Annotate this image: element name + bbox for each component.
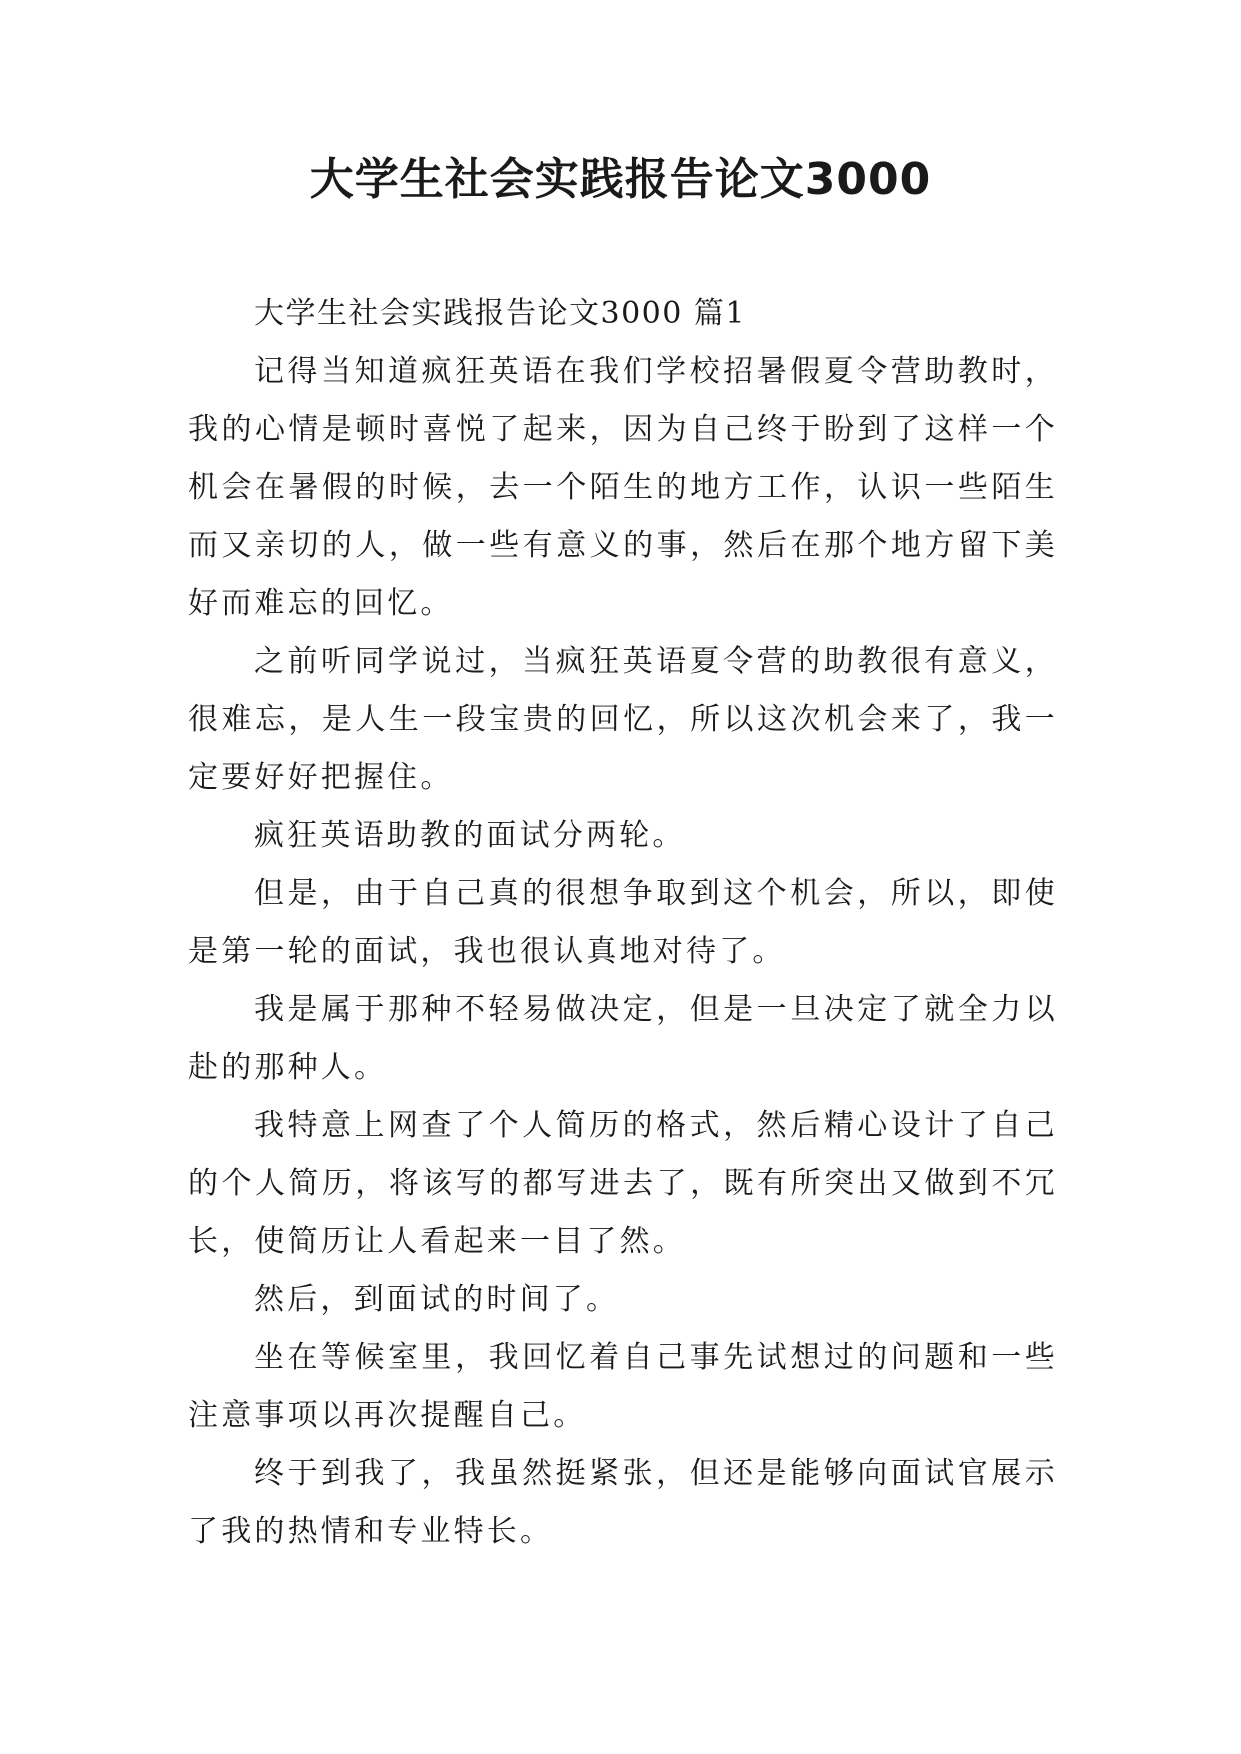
paragraph: 终于到我了，我虽然挺紧张，但还是能够向面试官展示了我的热情和专业特长。 (188, 1456, 1058, 1549)
document-body (188, 285, 1058, 1561)
paragraph: 然后，到面试的时间了。 (254, 1282, 620, 1317)
paragraph: 疯狂英语助教的面试分两轮。 (254, 818, 686, 853)
paragraph: 之前听同学说过，当疯狂英语夏令营的助教很有意义，很难忘，是人生一段宝贵的回忆，所以这次机会来了，我一定要好好把握住。 (188, 644, 1058, 795)
section-heading: 大学生社会实践报告论文3000 篇1 (254, 296, 746, 331)
document-title: 大学生社会实践报告论文3000 (309, 154, 932, 205)
paragraph: 但是，由于自己真的很想争取到这个机会，所以，即使是第一轮的面试，我也很认真地对待了。 (188, 876, 1058, 969)
paragraph: 我特意上网查了个人简历的格式，然后精心设计了自己的个人简历，将该写的都写进去了，既有所突出又做到不冗长，使简历让人看起来一目了然。 (188, 1108, 1058, 1259)
paragraph: 记得当知道疯狂英语在我们学校招暑假夏令营助教时，我的心情是顿时喜悦了起来，因为自己终于盼到了这样一个机会在暑假的时候，去一个陌生的地方工作，认识一些陌生而又亲切的人，做一些有意义的事，然后在那个地方留下美好而难忘的回忆。 (188, 354, 1058, 621)
paragraph: 我是属于那种不轻易做决定，但是一旦决定了就全力以赴的那种人。 (188, 992, 1058, 1085)
paragraph: 坐在等候室里，我回忆着自己事先试想过的问题和一些注意事项以再次提醒自己。 (188, 1340, 1058, 1433)
